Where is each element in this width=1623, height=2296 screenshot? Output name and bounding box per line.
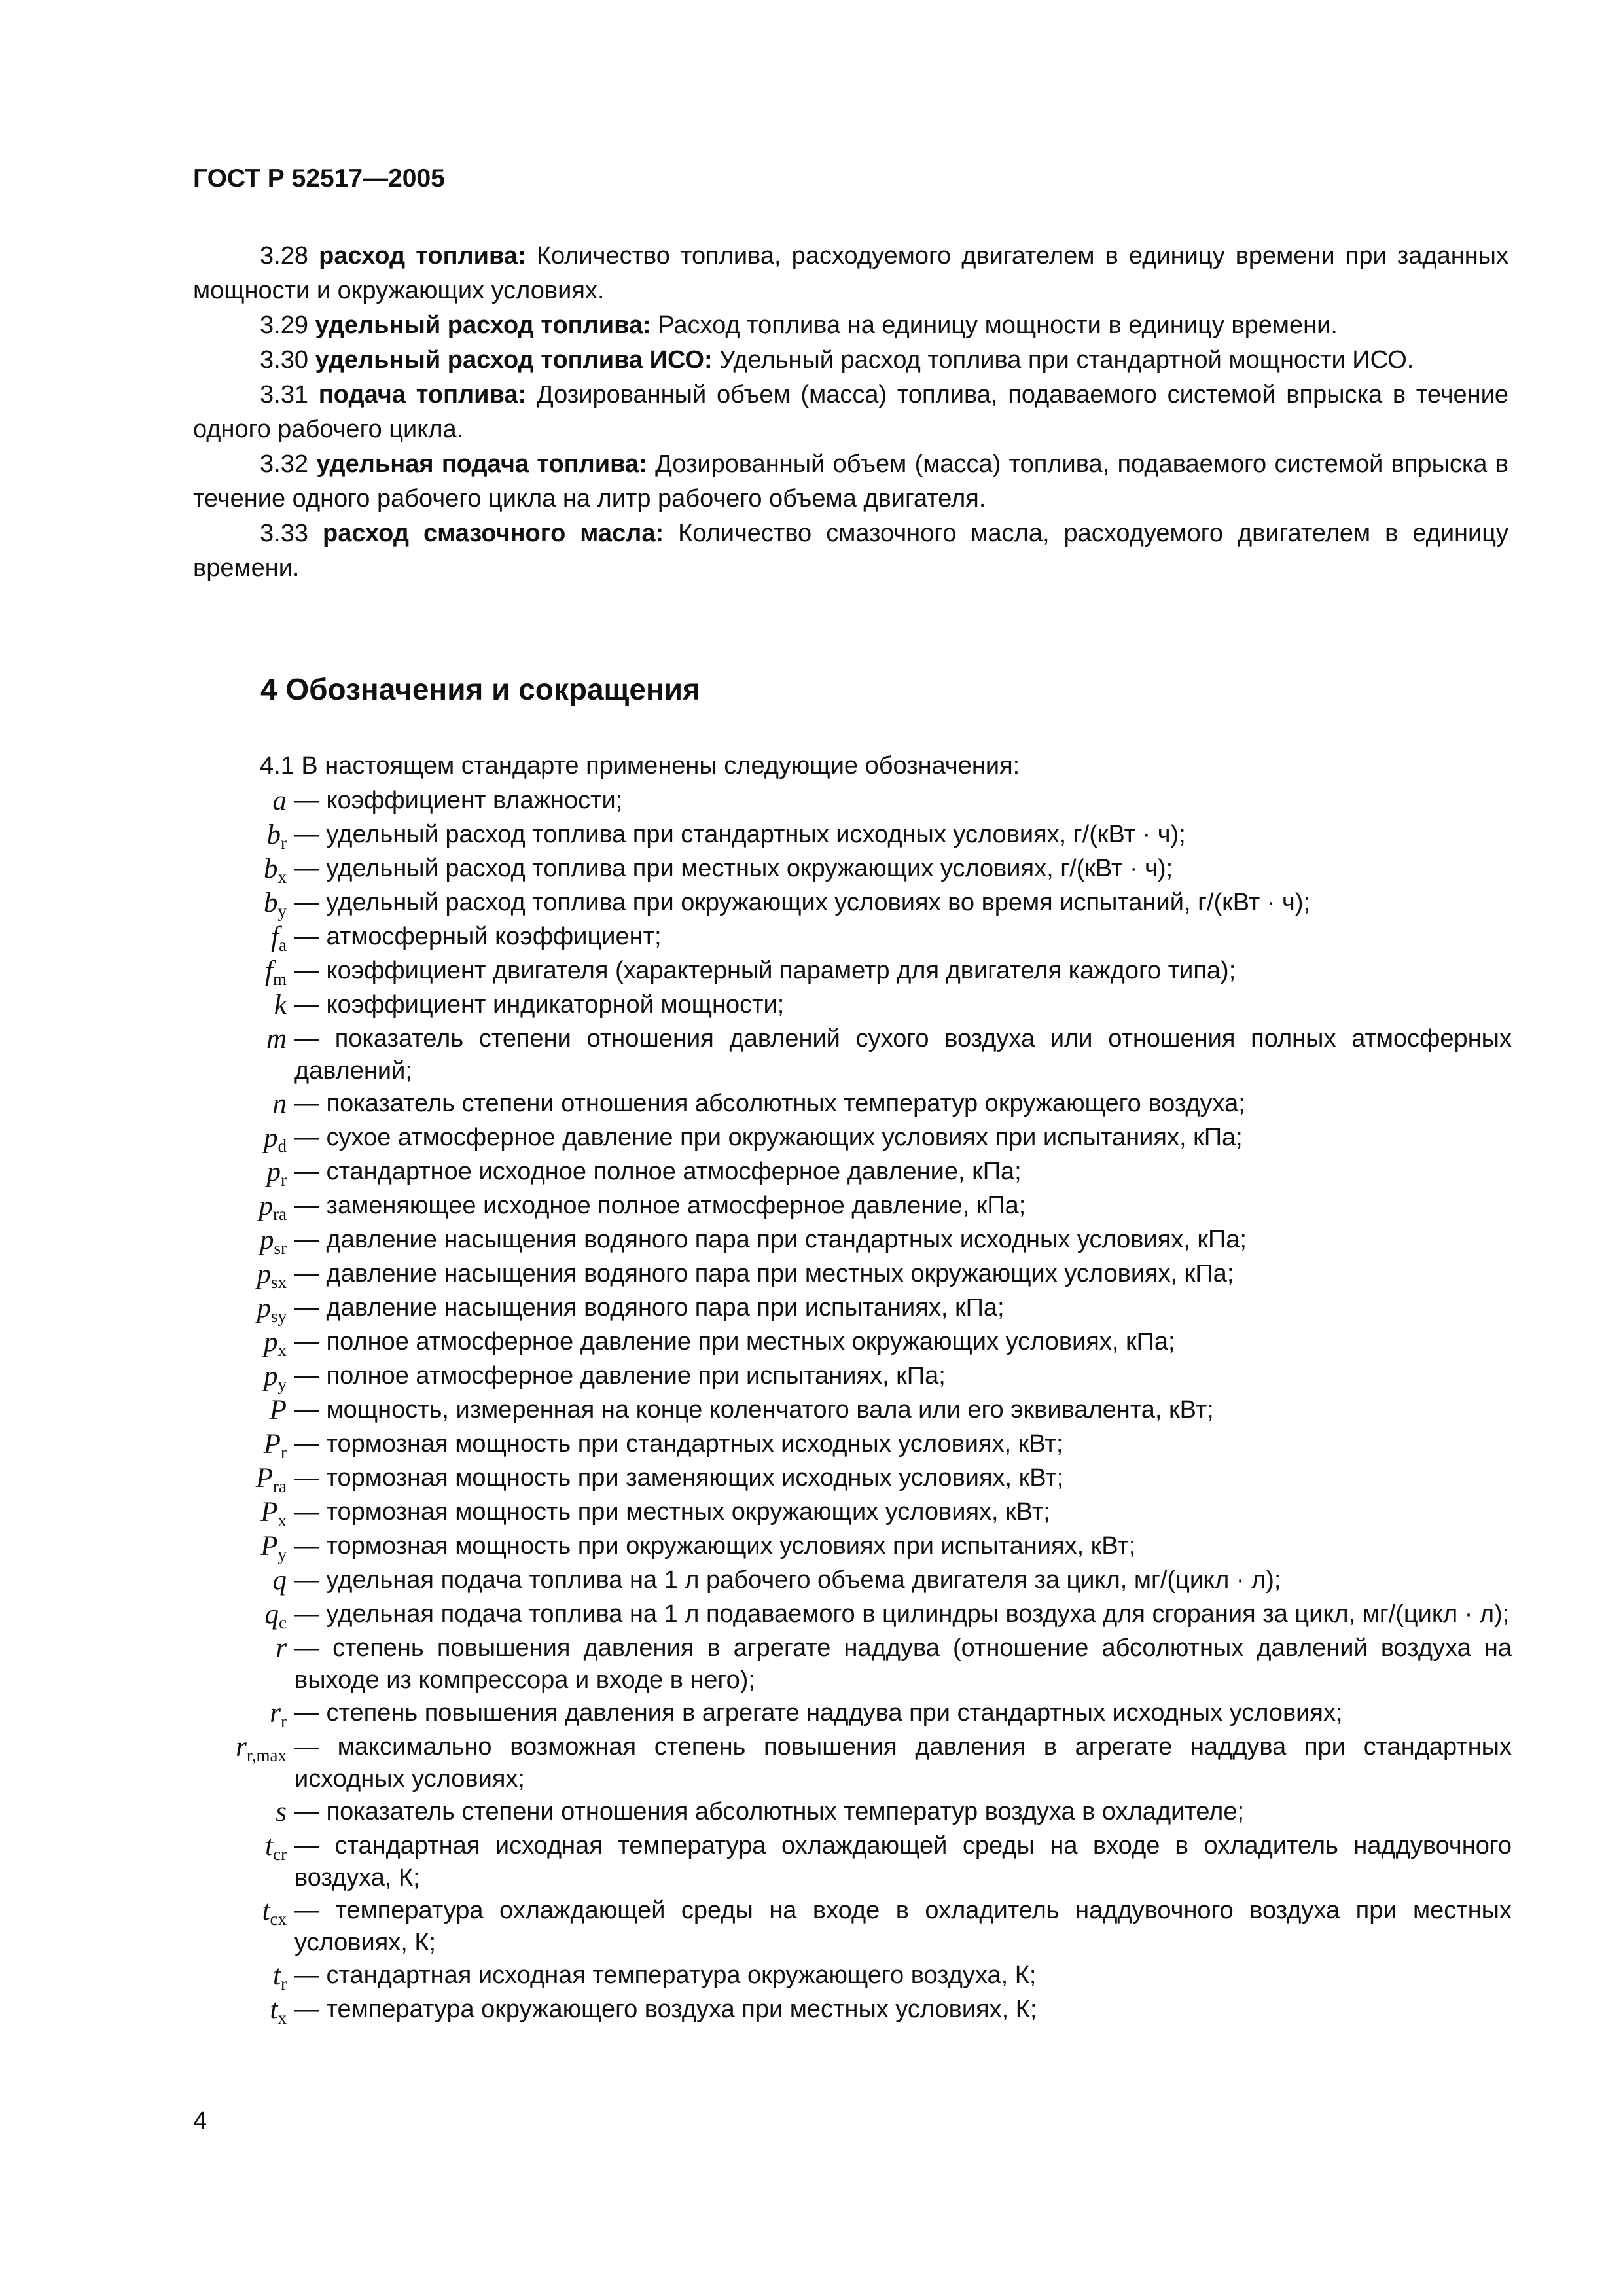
symbol: $t_r$ [273,1960,287,1994]
definition-term: расход топлива: [319,242,526,270]
symbol-row [157,1598,1512,1632]
symbol-description: — полное атмосферное давление при местных окружающих условиях, кПа; [294,1328,1175,1355]
symbol: $f_a$ [271,922,287,955]
section-intro: 4.1 В настоящем стандарте применены следующие обозначения: [260,752,1020,780]
symbol-description: — показатель степени отношения абсолютных температур воздуха в охладителе; [294,1798,1245,1825]
symbol: s [276,1797,287,1827]
symbol-description: — давление насыщения водяного пара при стандартных исходных условиях, кПа; [294,1226,1247,1253]
symbol-description: — тормозная мощность при окружающих условиях при испытаниях, кВт; [294,1532,1136,1560]
symbol: $P_y$ [260,1531,287,1564]
symbol: $P_x$ [260,1497,287,1530]
symbol-description: — тормозная мощность при заменяющих исходных условиях, кВт; [294,1464,1064,1492]
symbol: m [266,1024,287,1054]
symbol-row [157,1564,1512,1598]
symbol: a [272,785,287,816]
symbol-row [157,1155,1512,1189]
definition-item: 3.33 расход смазочного масла: Количество смазочного масла, расходуемого двигателем в единицу времени. [193,520,1509,582]
symbol-row [157,1795,1512,1829]
symbol-description: — коэффициент индикаторной мощности; [294,991,785,1018]
symbol: $p_{sr}$ [260,1225,287,1258]
symbol-description: — коэффициент влажности; [294,787,623,814]
symbol: P [269,1395,287,1426]
symbol-description: — давление насыщения водяного пара при местных окружающих условиях, кПа; [294,1260,1234,1287]
symbol-row [157,1530,1512,1564]
page-number: 4 [193,2108,207,2135]
symbol-description: — удельная подача топлива на 1 л подаваемого в цилиндры воздуха для сгорания за цикл, мг/(цикл · л); [294,1600,1510,1628]
symbol-row [157,1959,1512,1993]
symbol-description: — стандартная исходная температура охлаждающей среды на входе в охладитель наддувочного воздуха, К; [294,1832,1512,1892]
definition-text: Дозированный объем (масса) топлива, подаваемого системой впрыска в течение одного рабочего цикла на литр рабочего объема двигателя. [193,450,1508,512]
symbol: $p_r$ [266,1157,287,1190]
symbol-row [157,1894,1512,1959]
document-code-header: ГОСТ Р 52517—2005 [193,164,445,192]
symbol-row [157,1189,1512,1223]
symbol: $t_{cx}$ [262,1895,287,1929]
symbol: n [272,1088,287,1119]
symbol-description: — максимально возможная степень повышения давления в агрегате наддува при стандартных исходных условиях; [294,1733,1512,1793]
section-heading: 4 Обозначения и сокращения [260,672,700,706]
symbol: $p_x$ [264,1327,287,1360]
symbol-row [157,954,1512,988]
symbol: q [272,1565,287,1596]
definition-term: удельный расход топлива ИСО: [315,346,713,374]
symbol: $t_x$ [270,1994,287,2028]
symbol-description: — степень повышения давления в агрегате наддува (отношение абсолютных давлений воздуха на выходе из компрессора и входе в него); [294,1634,1512,1694]
symbol-row [157,1731,1512,1795]
definition-text: Количество топлива, расходуемого двигателем в единицу времени при заданных мощности и окружающих условиях. [193,242,1508,304]
symbol-row [157,1223,1512,1257]
symbol: k [274,990,287,1020]
symbol-description: — показатель степени отношения абсолютных температур окружающего воздуха; [294,1090,1245,1117]
symbol-row [157,1696,1512,1731]
symbol-row [157,1022,1512,1087]
symbol-row [157,1087,1512,1121]
symbol: $p_d$ [264,1122,287,1156]
definition-item: 3.28 расход топлива: Количество топлива, расходуемого двигателем в единицу времени при заданных мощности и окружающих условиях. [193,242,1508,304]
symbol-description: — давление насыщения водяного пара при испытаниях, кПа; [294,1294,1005,1321]
symbol-description: — стандартное исходное полное атмосферное давление, кПа; [294,1158,1022,1185]
symbol: $t_{cr}$ [265,1831,287,1864]
symbol-description: — удельный расход топлива при местных окружающих условиях, г/(кВт · ч); [294,855,1173,882]
definition-item: 3.30 удельный расход топлива ИСО: Удельный расход топлива при стандартной мощности ИСО. [260,346,1414,374]
symbol-row [157,1496,1512,1530]
symbol-description: — удельный расход топлива при окружающих условиях во время испытаний, г/(кВт · ч); [294,889,1311,916]
symbol-description: — тормозная мощность при стандартных исходных условиях, кВт; [294,1430,1063,1458]
symbol: $p_{sx}$ [257,1259,287,1292]
definition-item: 3.31 подача топлива: Дозированный объем (масса) топлива, подаваемого системой впрыска в течение одного рабочего цикла. [193,381,1509,443]
symbol: $r_r$ [270,1698,287,1731]
symbol-description: — мощность, измеренная на конце коленчатого вала или его эквивалента, кВт; [294,1396,1214,1424]
symbol-description: — показатель степени отношения давлений сухого воздуха или отношения полных атмосферных давлений; [294,1025,1512,1085]
symbol: $b_r$ [266,819,287,853]
definition-text: Удельный расход топлива при стандартной мощности ИСО. [719,346,1414,374]
symbol-description: — стандартная исходная температура окружающего воздуха, К; [294,1962,1037,1989]
definition-text: Количество смазочного масла, расходуемого двигателем в единицу времени. [193,520,1509,582]
symbol-row [157,1427,1512,1462]
symbol: $p_{sy}$ [257,1293,287,1326]
symbol: $f_m$ [265,956,287,989]
symbol-row [157,818,1512,852]
definition-text: Расход топлива на единицу мощности в единицу времени. [658,312,1338,339]
symbol-row [157,1993,1512,2027]
symbol-description: — тормозная мощность при местных окружающих условиях, кВт; [294,1498,1050,1526]
definition-term: подача топлива: [318,381,527,408]
symbol: $p_{ra}$ [259,1191,287,1224]
symbol-row [157,784,1512,818]
symbol: $P_{ra}$ [255,1463,287,1496]
symbol-row [157,1393,1512,1427]
symbol: $b_y$ [264,888,287,921]
symbol-row [157,1121,1512,1155]
symbol-row [157,920,1512,954]
symbol-row [157,1291,1512,1325]
symbol-row [157,1829,1512,1894]
symbol-row [157,852,1512,886]
definition-term: удельная подача топлива: [316,450,647,478]
symbol-row [157,1325,1512,1359]
symbol-row [157,1257,1512,1291]
symbol-description: — удельный расход топлива при стандартных исходных условиях, г/(кВт · ч); [294,821,1186,848]
symbol-description: — удельная подача топлива на 1 л рабочего объема двигателя за цикл, мг/(цикл · л); [294,1566,1281,1594]
definition-term: удельный расход топлива: [315,312,651,339]
symbol-description: — коэффициент двигателя (характерный параметр для двигателя каждого типа); [294,957,1236,984]
symbol-description: — атмосферный коэффициент; [294,923,662,950]
symbols-list [157,784,1512,2027]
symbol: $P_r$ [263,1429,287,1462]
definition-term: расход смазочного масла: [322,520,664,547]
symbol-description: — температура окружающего воздуха при местных условиях, К; [294,1996,1037,2023]
symbol-description: — степень повышения давления в агрегате наддува при стандартных исходных условиях; [294,1699,1343,1727]
symbol-description: — температура охлаждающей среды на входе в охладитель наддувочного воздуха при местных условиях, К; [294,1897,1512,1956]
symbol: $p_y$ [264,1361,287,1394]
definition-text: Дозированный объем (масса) топлива, подаваемого системой впрыска в течение одного рабочего цикла. [193,381,1509,443]
symbol: $r_{r,max}$ [236,1732,287,1765]
definition-item: 3.32 удельная подача топлива: Дозированный объем (масса) топлива, подаваемого системой впрыска в течение одного рабочего цикла на литр рабочего объема двигателя. [193,450,1508,512]
symbol-description: — полное атмосферное давление при испытаниях, кПа; [294,1362,946,1390]
symbol-row [157,1462,1512,1496]
symbol: r [276,1633,287,1664]
symbol-description: — сухое атмосферное давление при окружающих условиях при испытаниях, кПа; [294,1124,1243,1151]
symbol: $q_c$ [264,1599,287,1632]
definition-item: 3.29 удельный расход топлива: Расход топлива на единицу мощности в единицу времени. [260,312,1338,339]
symbol-row [157,1359,1512,1393]
symbol-description: — заменяющее исходное полное атмосферное давление, кПа; [294,1192,1026,1219]
symbol-row [157,1632,1512,1696]
symbol-row [157,988,1512,1022]
definitions-list [193,239,1508,586]
symbol-row [157,886,1512,920]
symbol: $b_x$ [264,853,287,887]
